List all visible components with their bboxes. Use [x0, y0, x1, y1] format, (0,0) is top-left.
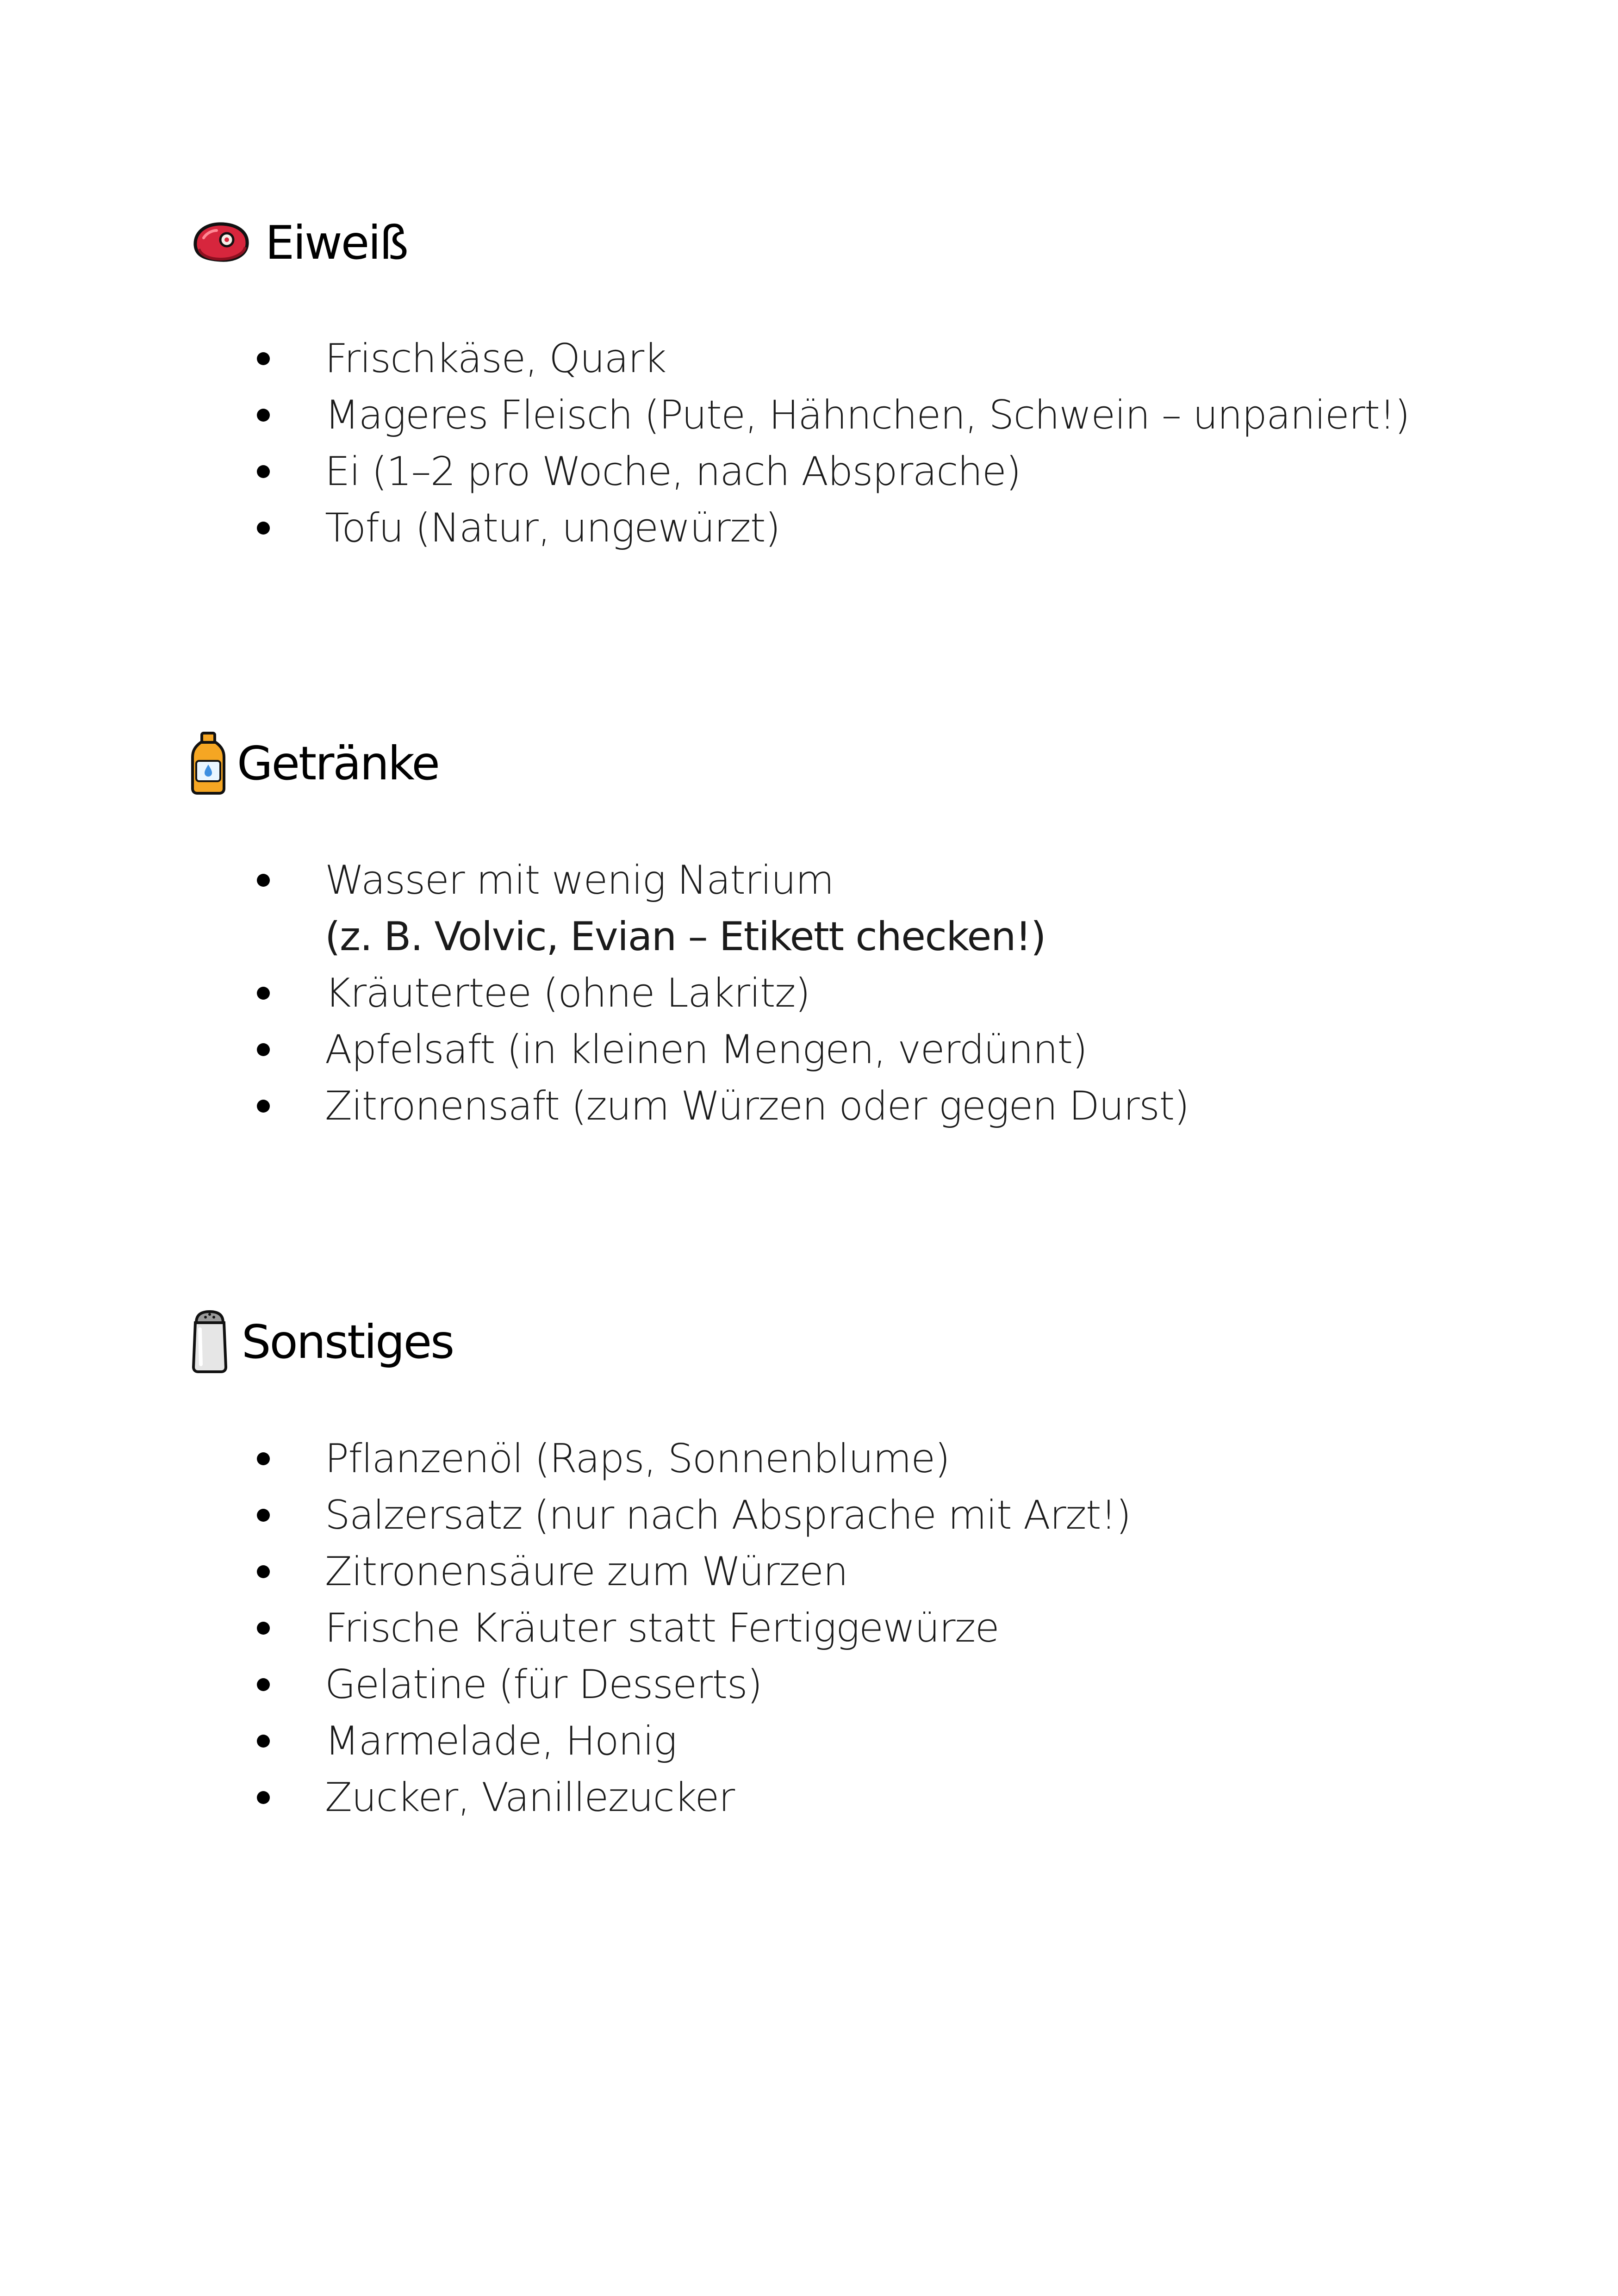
- list-item: Pflanzenöl (Raps, Sonnenblume): [0, 1431, 1388, 1487]
- list-item: Zitronensaft (zum Würzen oder gegen Durst): [0, 1078, 1388, 1134]
- list-item: Salzersatz (nur nach Absprache mit Arzt!): [0, 1487, 1388, 1543]
- list-item: Marmelade, Honig: [0, 1713, 1388, 1769]
- section-title: Sonstiges: [242, 1315, 454, 1369]
- item-list: [0, 1431, 1388, 1826]
- list-item: Ei (1–2 pro Woche, nach Absprache): [0, 443, 1388, 500]
- list-item: Gelatine (für Desserts): [0, 1656, 1388, 1713]
- bullet: [257, 465, 270, 478]
- list-item: Apfelsaft (in kleinen Mengen, verdünnt): [0, 1021, 1388, 1078]
- bullet: [257, 522, 270, 535]
- water-bottle-icon: [190, 730, 227, 797]
- list-item: Frische Kräuter statt Fertiggewürze: [0, 1600, 1388, 1656]
- item-list: [0, 330, 1410, 556]
- meat-steak-icon: [190, 217, 252, 270]
- bullet: [257, 1735, 270, 1748]
- bullet: [257, 1565, 270, 1578]
- section-title: Eiweiß: [265, 216, 408, 270]
- bullet: [257, 987, 270, 1000]
- bullet: [257, 409, 270, 422]
- bullet: [257, 1509, 270, 1522]
- salt-shaker-icon: [190, 1309, 230, 1376]
- bullet: [257, 1452, 270, 1465]
- list-item: Kräutertee (ohne Lakritz): [0, 965, 1388, 1021]
- list-item: Zitronensäure zum Würzen: [0, 1543, 1388, 1600]
- list-item: Mageres Fleisch (Pute, Hähnchen, Schwein – unpaniert!): [0, 387, 1388, 443]
- bullet: [257, 352, 270, 365]
- list-item: Frischkäse, Quark: [0, 330, 1388, 387]
- section-title: Getränke: [237, 736, 439, 790]
- bullet: [257, 1791, 270, 1804]
- bullet: [257, 1100, 270, 1113]
- section-heading: [190, 208, 407, 278]
- item-list: [0, 852, 1388, 1134]
- list-item: Zucker, Vanillezucker: [0, 1769, 1388, 1826]
- bullet: [257, 874, 270, 887]
- bullet: [257, 1678, 270, 1691]
- bullet: [257, 1622, 270, 1635]
- list-item: Wasser mit wenig Natrium (z. B. Volvic, Evian – Etikett checken!): [0, 852, 1388, 965]
- section-heading: [190, 729, 439, 798]
- list-item: Tofu (Natur, ungewürzt): [0, 500, 1388, 556]
- bullet: [257, 1043, 270, 1056]
- section-heading: [190, 1307, 453, 1377]
